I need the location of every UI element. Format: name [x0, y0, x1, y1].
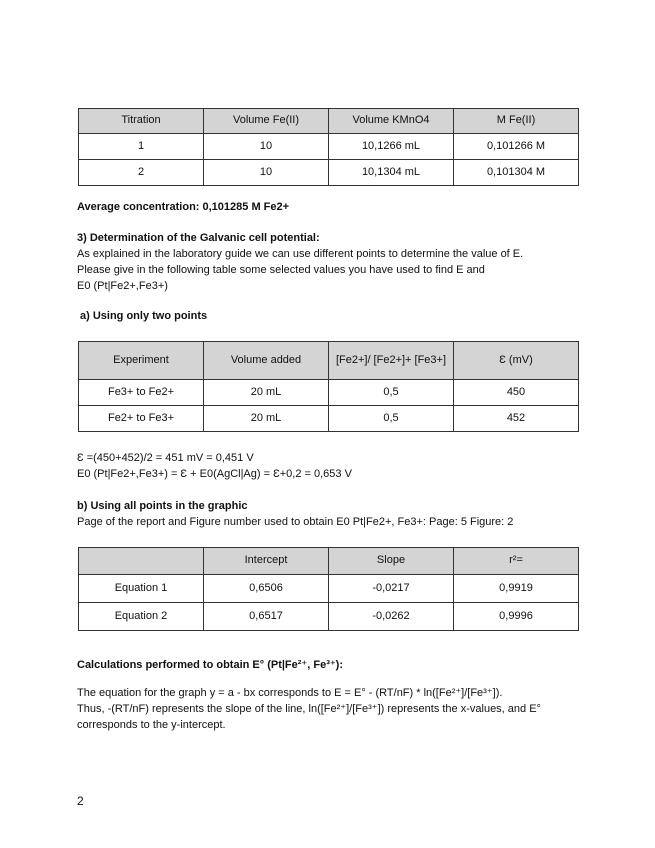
table-cell: 0,9919 [454, 575, 579, 603]
section-3-text: Please give in the following table some selected values you have used to find E and [77, 264, 485, 276]
table-header-cell: r²= [454, 548, 579, 575]
titration-table [78, 108, 579, 186]
section-b-text: Page of the report and Figure number used to obtain E0 Pt|Fe2+, Fe3+: Page: 5 Figure: 2 [77, 516, 514, 528]
table-header-cell: Ɛ (mV) [454, 342, 579, 380]
two-points-table [78, 341, 579, 432]
table-header-row [79, 109, 579, 134]
table-row [79, 160, 579, 186]
section-3-text: E0 (Pt|Fe2+,Fe3+) [77, 280, 168, 292]
table-header-cell: [Fe2+]/ [Fe2+]+ [Fe3+] [329, 342, 454, 380]
table-header-cell [79, 548, 204, 575]
table-cell: 10,1266 mL [329, 134, 454, 160]
table-cell: 0,9996 [454, 603, 579, 631]
section-3-text: As explained in the laboratory guide we can use different points to determine the value of E. [77, 248, 524, 260]
table-cell: 0,5 [329, 406, 454, 432]
table-cell: -0,0262 [329, 603, 454, 631]
table-header-cell: Intercept [204, 548, 329, 575]
table-header-cell: M Fe(II) [454, 109, 579, 134]
table-cell: 10 [204, 160, 329, 186]
table-cell: -0,0217 [329, 575, 454, 603]
table-cell: 0,101266 M [454, 134, 579, 160]
table-cell: 450 [454, 380, 579, 406]
table-header-row [79, 342, 579, 380]
calculations-text: Thus, -(RT/nF) represents the slope of the line, ln([Fe²⁺]/[Fe³⁺]) represents the x-values, and E° [77, 703, 541, 715]
table-cell: Equation 1 [79, 575, 204, 603]
table-cell: Fe2+ to Fe3+ [79, 406, 204, 432]
table-header-cell: Volume KMnO4 [329, 109, 454, 134]
section-b-heading: b) Using all points in the graphic [77, 500, 248, 512]
epsilon-average-line: Ɛ =(450+452)/2 = 451 mV = 0,451 V [77, 452, 254, 464]
table-header-cell: Titration [79, 109, 204, 134]
table-cell: 10,1304 mL [329, 160, 454, 186]
table-cell: 0,6517 [204, 603, 329, 631]
table-row [79, 406, 579, 432]
e0-calculation-line: E0 (Pt|Fe2+,Fe3+) = Ɛ + E0(AgCl|Ag) = Ɛ+0,2 = 0,653 V [77, 468, 352, 480]
average-concentration: Average concentration: 0,101285 M Fe2+ [77, 201, 290, 213]
table-cell: 452 [454, 406, 579, 432]
table-header-cell: Slope [329, 548, 454, 575]
table-cell: 10 [204, 134, 329, 160]
table-cell: 20 mL [204, 406, 329, 432]
table-row [79, 134, 579, 160]
table-cell: 2 [79, 160, 204, 186]
table-cell: Equation 2 [79, 603, 204, 631]
table-header-cell: Volume Fe(II) [204, 109, 329, 134]
table-header-row [79, 548, 579, 575]
table-cell: Fe3+ to Fe2+ [79, 380, 204, 406]
calculations-text: The equation for the graph y = a - bx corresponds to E = E° - (RT/nF) * ln([Fe²⁺]/[Fe³⁺]). [77, 687, 503, 699]
table-cell: 0,5 [329, 380, 454, 406]
section-a-heading: a) Using only two points [80, 310, 208, 322]
section-3-heading: 3) Determination of the Galvanic cell potential: [77, 232, 320, 244]
table-row [79, 380, 579, 406]
calculations-text: corresponds to the y-intercept. [77, 719, 226, 731]
page-number: 2 [77, 794, 84, 808]
table-cell: 0,6506 [204, 575, 329, 603]
table-cell: 20 mL [204, 380, 329, 406]
table-cell: 0,101304 M [454, 160, 579, 186]
calculations-heading: Calculations performed to obtain E° (Pt|Fe²⁺, Fe³⁺): [77, 659, 343, 671]
table-header-cell: Volume added [204, 342, 329, 380]
table-row [79, 575, 579, 603]
table-row [79, 603, 579, 631]
regression-table [78, 547, 579, 631]
table-header-cell: Experiment [79, 342, 204, 380]
table-cell: 1 [79, 134, 204, 160]
